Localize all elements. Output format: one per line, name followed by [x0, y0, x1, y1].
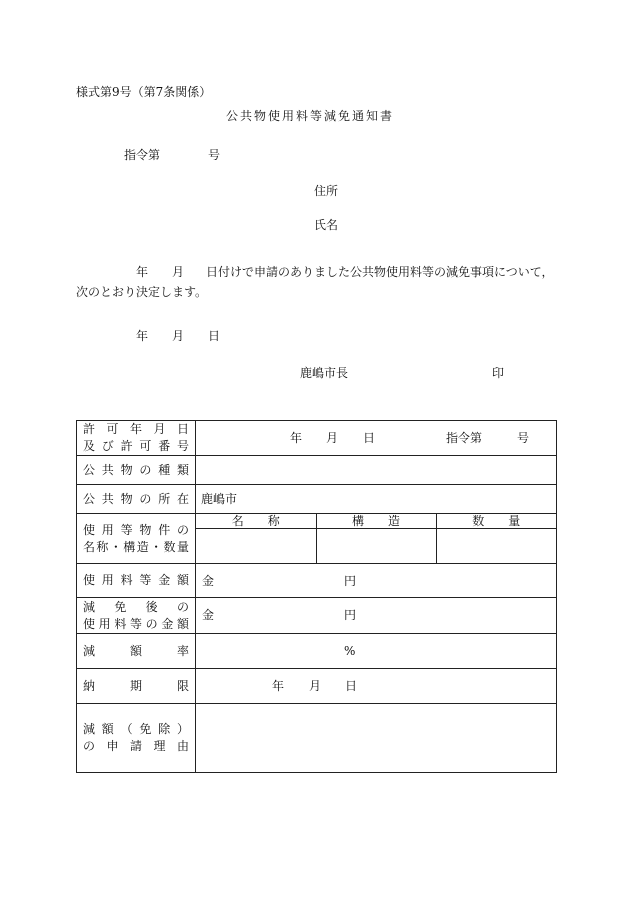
permit-day: 日: [363, 430, 376, 445]
reason-label-line1: 減額（免除）: [83, 722, 189, 736]
document-title: 公共物使用料等減免通知書: [226, 109, 395, 123]
permit-number-prefix: 指令第: [446, 430, 483, 445]
property-label: [77, 514, 196, 564]
fee-row: [77, 564, 557, 598]
seal-mark: 印: [492, 366, 505, 380]
permit-label-line1: 許可年月日: [83, 422, 189, 436]
location-row: [77, 485, 557, 514]
deadline-label-text: 納期限: [83, 678, 189, 693]
fee-unit: 円: [344, 574, 357, 588]
reduced-label-line1: 減免後の: [83, 599, 189, 614]
property-label-line2: 名称・構造・数量: [83, 539, 189, 554]
permit-year: 年: [290, 430, 303, 445]
location-label-text: 公共物の所在: [83, 491, 189, 506]
type-value[interactable]: [196, 456, 557, 485]
property-name-cell[interactable]: [196, 529, 316, 564]
rate-row: [77, 634, 557, 669]
deadline-label: [77, 669, 196, 704]
body-text-line1: 日付けで申請のありました公共物使用料等の減免事項について，: [206, 265, 554, 279]
permit-value[interactable]: [196, 421, 557, 456]
type-row: [77, 456, 557, 485]
deadline-row: [77, 669, 557, 704]
location-value[interactable]: [196, 485, 557, 514]
property-structure-cell[interactable]: [316, 529, 436, 564]
document-number-suffix: 号: [208, 148, 221, 162]
property-quantity-cell[interactable]: [436, 529, 556, 564]
permit-row: [77, 421, 557, 456]
fee-label: [77, 564, 196, 598]
deadline-day: 日: [345, 679, 358, 693]
recipient-name-label: 氏名: [314, 218, 339, 232]
rate-label: [77, 634, 196, 669]
recipient-address-label: 住所: [314, 184, 339, 198]
form-number: 様式第9号（第7条関係）: [76, 85, 212, 99]
reason-label: [77, 704, 196, 773]
reduced-unit: 円: [344, 608, 357, 622]
fee-prefix: 金: [202, 574, 215, 588]
reduced-row: [77, 598, 557, 634]
deadline-year: 年: [272, 679, 285, 693]
rate-unit: %: [344, 644, 356, 658]
permit-month: 月: [326, 430, 339, 445]
reason-label-line2: の申請理由: [83, 739, 189, 753]
permit-label: [77, 421, 196, 456]
property-col-quantity: 数 量: [436, 514, 556, 529]
reduced-value[interactable]: [196, 598, 557, 634]
issuer-title: 鹿嶋市長: [300, 366, 349, 380]
property-col-structure: 構 造: [316, 514, 436, 529]
location-value-text: 鹿嶋市: [201, 492, 238, 506]
type-label: [77, 456, 196, 485]
body-year-label: 年: [136, 265, 149, 279]
date-month: 月: [172, 329, 185, 343]
body-month-label: 月: [172, 265, 185, 279]
property-label-line1: 使用等物件の: [83, 522, 189, 537]
type-label-text: 公共物の種類: [83, 462, 189, 477]
deadline-month: 月: [309, 679, 322, 693]
document-number-prefix: 指令第: [124, 148, 161, 162]
details-table: [76, 420, 557, 773]
fee-label-text: 使用料等金額: [83, 573, 189, 587]
reduced-label: [77, 598, 196, 634]
reduced-prefix: 金: [202, 608, 215, 622]
permit-label-line2: 及び許可番号: [83, 439, 189, 453]
deadline-value[interactable]: [196, 669, 557, 704]
property-col-name: 名 称: [196, 514, 316, 529]
location-label: [77, 485, 196, 514]
body-text-line2: 次のとおり決定します。: [76, 285, 208, 299]
property-subtable: [196, 514, 556, 563]
reduced-label-line2: 使用料等の金額: [83, 616, 189, 631]
date-year: 年: [136, 329, 149, 343]
property-value: [196, 514, 557, 564]
rate-label-text: 減額率: [83, 643, 189, 658]
permit-number-suffix: 号: [517, 430, 530, 445]
property-row: [77, 514, 557, 564]
reason-value[interactable]: [196, 704, 557, 773]
date-day: 日: [208, 329, 221, 343]
reason-row: [77, 704, 557, 773]
fee-value[interactable]: [196, 564, 557, 598]
rate-value[interactable]: [196, 634, 557, 669]
